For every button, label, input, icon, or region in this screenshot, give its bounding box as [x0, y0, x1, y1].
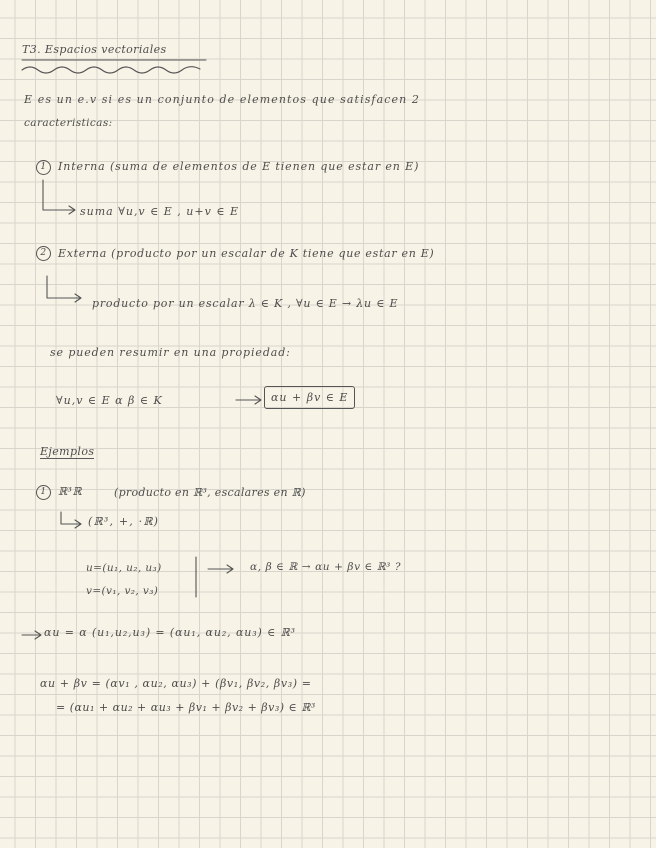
combination-line-2: = (αu₁ + αu₂ + αu₃ + βv₁ + βv₂ + βv₃) ∈ ℝ³	[56, 701, 316, 714]
prop2-number: 2	[36, 246, 51, 261]
intro-line-1: E es un e.v si es un conjunto de elementos que satisfacen 2	[24, 93, 421, 106]
prop2-arrow-text: producto por un escalar λ ∈ K , ∀u ∈ E → λu ∈ E	[92, 297, 399, 310]
summary-arrow	[234, 392, 266, 408]
prop1-arrow-text: suma ∀u,v ∈ E , u+v ∈ E	[80, 205, 239, 218]
uv-bracket-arrow	[190, 555, 248, 601]
prop1-number: 1	[36, 160, 51, 175]
prop2-text: Externa (producto por un escalar de K tiene que estar en E)	[58, 247, 435, 260]
v-definition: v=(v₁, v₂, v₃)	[86, 585, 159, 597]
example1-space: ℝ³ℝ	[58, 485, 82, 498]
intro-line-2: caracteristicas:	[24, 117, 113, 129]
title-wavy-underline	[20, 58, 210, 76]
summary-text: se pueden resumir en una propiedad:	[50, 346, 291, 359]
prop2-arrow	[44, 274, 86, 314]
page-title: T3. Espacios vectoriales	[22, 43, 167, 56]
alpha-u-arrow	[20, 628, 46, 642]
alpha-u-line: αu = α (u₁,u₂,u₃) = (αu₁, αu₂, αu₃) ∈ ℝ³	[44, 626, 296, 639]
u-definition: u=(u₁, u₂, u₃)	[86, 562, 162, 574]
examples-heading: Ejemplos	[40, 445, 95, 458]
summary-boxed-formula: αu + βv ∈ E	[264, 386, 355, 409]
summary-formula-left: ∀u,v ∈ E α β ∈ K	[56, 394, 163, 407]
example1-description: (producto en ℝ³, escalares en ℝ)	[114, 486, 306, 499]
prop1-arrow	[40, 178, 80, 218]
linear-combination-question: α, β ∈ ℝ → αu + βv ∈ ℝ³ ?	[250, 561, 402, 573]
example1-number: 1	[36, 485, 51, 500]
prop1-text: Interna (suma de elementos de E tienen que estar en E)	[58, 160, 420, 173]
combination-line-1: αu + βv = (αv₁ , αu₂, αu₃) + (βv₁, βv₂, βv₃) =	[40, 677, 312, 690]
example1-arrow	[58, 510, 88, 530]
example1-structure: (ℝ³, +, ·ℝ)	[88, 515, 160, 528]
